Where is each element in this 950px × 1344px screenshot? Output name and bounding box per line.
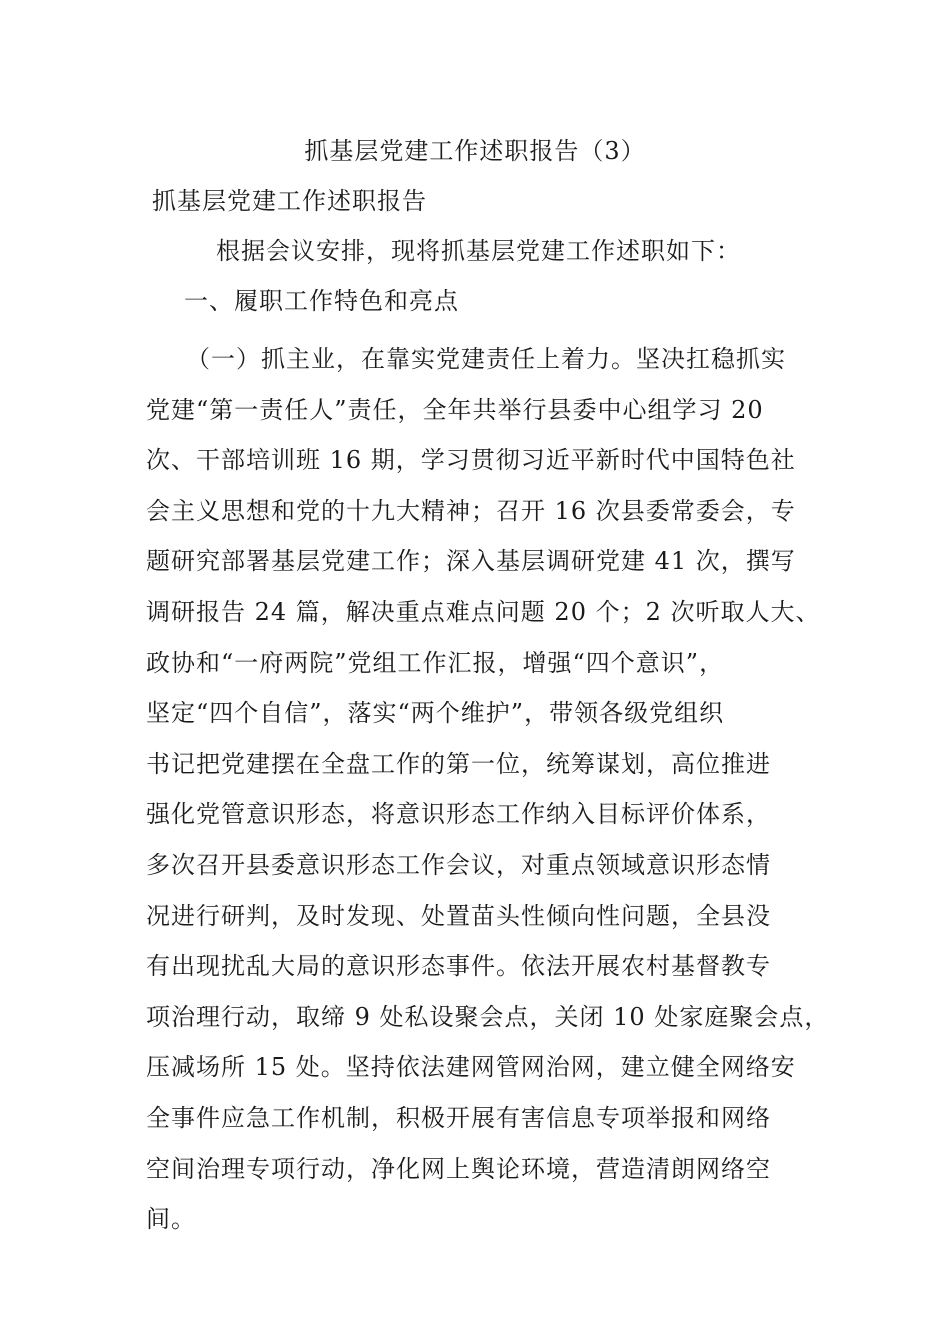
paragraph-line: （一）抓主业，在靠实党建责任上着力。坚决扛稳抓实 bbox=[186, 345, 786, 373]
paragraph-line: 次、干部培训班 16 期，学习贯彻习近平新时代中国特色社 bbox=[146, 446, 796, 475]
paragraph-line: 全事件应急工作机制，积极开展有害信息专项举报和网络 bbox=[146, 1103, 771, 1132]
paragraph-line: 坚定“四个自信”，落实“两个维护”，带领各级党组织 bbox=[146, 699, 725, 728]
paragraph-line: 压减场所 15 处。坚持依法建网管网治网，建立健全网络安 bbox=[146, 1053, 796, 1082]
body-paragraph bbox=[146, 334, 836, 1245]
paragraph-line: 况进行研判，及时发现、处置苗头性倾向性问题，全县没 bbox=[146, 901, 771, 930]
paragraph-line: 会主义思想和党的十九大精神；召开 16 次县委常委会，专 bbox=[146, 496, 796, 525]
document-title: 抓基层党建工作述职报告（3） bbox=[304, 137, 646, 165]
intro-paragraph: 根据会议安排，现将抓基层党建工作述职如下： bbox=[216, 237, 741, 265]
paragraph-line: 党建“第一责任人”责任，全年共举行县委中心组学习 20 bbox=[146, 395, 764, 424]
paragraph-line: 项治理行动，取缔 9 处私设聚会点，关闭 10 处家庭聚会点， bbox=[146, 1002, 830, 1031]
paragraph-line: 多次召开县委意识形态工作会议，对重点领域意识形态情 bbox=[146, 850, 771, 879]
paragraph-line: 空间治理专项行动，净化网上舆论环境，营造清朗网络空 bbox=[146, 1154, 771, 1183]
paragraph-line: 政协和“一府两院”党组工作汇报，增强“四个意识”， bbox=[146, 648, 725, 677]
paragraph-line: 有出现扰乱大局的意识形态事件。依法开展农村基督教专 bbox=[146, 952, 771, 981]
paragraph-line: 书记把党建摆在全盘工作的第一位，统筹谋划，高位推进 bbox=[146, 749, 771, 778]
section-heading: 一、履职工作特色和亮点 bbox=[184, 287, 459, 315]
paragraph-line: 题研究部署基层党建工作；深入基层调研党建 41 次，撰写 bbox=[146, 547, 796, 576]
paragraph-line: 调研报告 24 篇，解决重点难点问题 20 个；2 次听取人大、 bbox=[146, 597, 821, 626]
paragraph-line: 强化党管意识形态，将意识形态工作纳入目标评价体系， bbox=[146, 800, 771, 829]
document-subtitle: 抓基层党建工作述职报告 bbox=[152, 187, 427, 215]
paragraph-line: 间。 bbox=[146, 1205, 196, 1234]
